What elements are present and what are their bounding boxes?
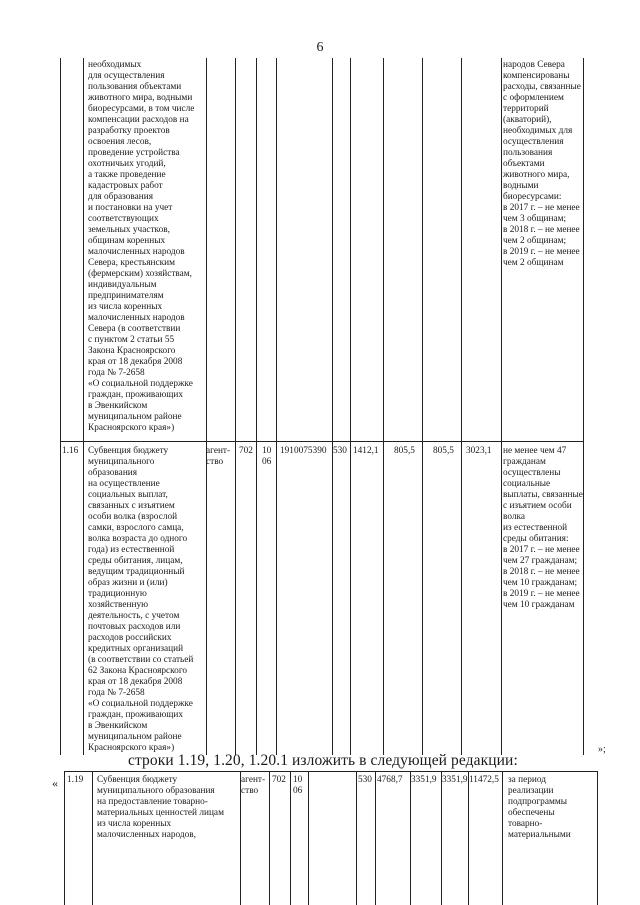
column-divider [235, 58, 236, 755]
column-divider [269, 771, 270, 905]
column-divider [332, 58, 333, 755]
table-cell-description: Субвенция бюджету муниципального образования на осуществление социальных выплат, связанных с изъятием особи волка (взрослой самки, взрослого самца, волка возраста до одного года) из естественной среды обитания, лицам, ведущим традиционный образ жизни и (или) традиционную хозяйственную деятельность, с учетом почтовых расходов или расходов российских кредитных организаций (в соответствии со статьей 62 Закона Красноярского края от 18 декабря 2008 года № 7-2658 «О социальной поддержке граждан, проживающих в Эвенкийском муниципальном районе Красноярского края») [88, 446, 194, 753]
closing-quote: »; [598, 744, 606, 755]
table-cell-2017: 1412,1 [353, 446, 379, 456]
row-divider [501, 441, 583, 442]
column-divider [60, 58, 61, 755]
amendment-heading: строки 1.19, 1.20, 1.20.1 изложить в следующей редакции: [128, 752, 518, 769]
column-divider [356, 771, 357, 905]
table-cell-rzpr: 10 06 [293, 775, 303, 796]
table-cell-result: не менее чем 47 гражданам осуществлены социальные выплаты, связанные с изъятием особи волка из естественной среды обитания: в 2017 г. – не менее чем 27 гражданам; в 2018 г. – не менее чем 10 гражданам; в 2019 г. – не менее чем 10 гражданам [503, 446, 583, 610]
column-divider [308, 771, 309, 905]
column-divider [206, 58, 207, 755]
column-divider [422, 58, 423, 755]
column-divider [597, 771, 598, 905]
table-cell-executor: агент- ство [241, 775, 266, 796]
table-cell-vr: 530 [333, 446, 347, 456]
table-cell-grbs: 702 [272, 775, 286, 785]
table-cell-total: 3023,1 [466, 446, 492, 456]
table-cell-grbs: 702 [239, 446, 253, 456]
column-divider [583, 58, 584, 755]
column-divider [276, 58, 277, 755]
table-cell-2018: 3351,9 [411, 775, 437, 785]
table-cell-result: народов Севера компенсированы расходы, связанные с оформлением территорий (акваторий), необходимых для осуществления пользования объектами животного мира, водными биоресурсами: в 2017 г. – не менее чем 3 общинам; в 2018 г. – не менее чем 2 общинам; в 2019 г. – не менее чем 2 общинам [503, 60, 581, 268]
opening-quote: « [52, 776, 58, 790]
table-cell-2018: 805,5 [394, 446, 415, 456]
table-cell-executor: агент- ство [206, 446, 231, 467]
page-number: 6 [316, 40, 324, 55]
column-divider [410, 771, 411, 905]
column-divider [501, 58, 502, 755]
table-cell-description: Субвенция бюджету муниципального образования на предоставление товарно- материальных ценностей лицам из числа коренных малочисленных народов, [97, 775, 224, 840]
column-divider [461, 58, 462, 755]
table-cell-total: 11472,5 [469, 775, 499, 785]
column-divider [441, 771, 442, 905]
table-cell-csr: 1910075390 [280, 446, 327, 456]
column-divider [83, 58, 84, 755]
table-cell-rzpr: 10 06 [262, 446, 272, 467]
table-cell-description: необходимых для осуществления пользования объектами животного мира, водными биоресурсами, в том числе компенсации расходов на разработку проектов освоения лесов, проведение устройства охотничьих угодий, а также проведение кадастровых работ для образования и постановки на учет соответствующих земельных участков, общинам коренных малочисленных народов Севера, крестьянским (фермерским) хозяйствам, индивидуальным предпринимателям из числа коренных малочисленных народов Севера (в соответствии с пунктом 2 статьи 55 Закона Красноярского края от 18 декабря 2008 года № 7-2658 «О социальной поддержке граждан, проживающих в Эвенкийском муниципальном районе Красноярского края») [88, 60, 195, 433]
row-divider [60, 441, 501, 442]
table-cell-2019: 805,5 [433, 446, 454, 456]
column-divider [350, 58, 351, 755]
column-divider [256, 58, 257, 755]
table-cell-2017: 4768,7 [377, 775, 403, 785]
column-divider [375, 771, 376, 905]
column-divider [290, 771, 291, 905]
column-divider [383, 58, 384, 755]
column-divider [64, 771, 65, 905]
table-cell-2019: 3351,9 [442, 775, 468, 785]
table-cell-vr: 530 [358, 775, 372, 785]
table-cell-row-number: 1.16 [62, 446, 79, 456]
column-divider [92, 771, 93, 905]
table-cell-row-number: 1.19 [67, 775, 84, 785]
column-divider [468, 771, 469, 905]
column-divider [502, 771, 503, 905]
table-top-border [64, 771, 597, 772]
table-cell-result: за период реализации подпрограммы обеспечены товарно- материальными [508, 775, 571, 840]
